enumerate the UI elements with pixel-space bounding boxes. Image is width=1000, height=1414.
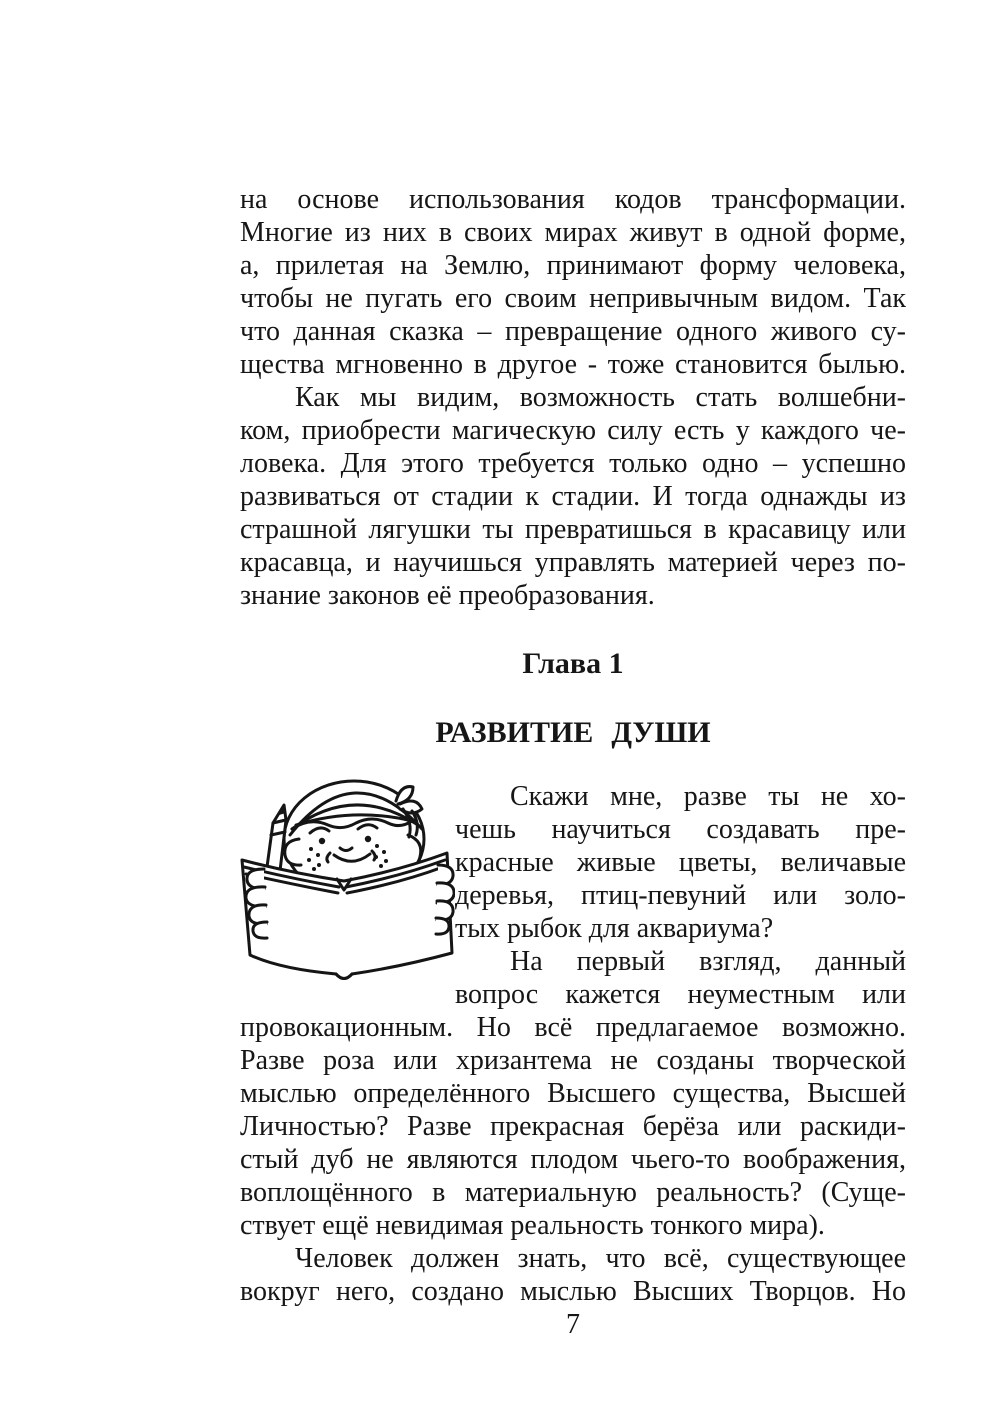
text-line: Скажи мне, разве ты не хо- <box>510 781 906 812</box>
text-line: красные живые цветы, величавые <box>455 847 906 878</box>
text-line: Личностью? Разве прекрасная берёза или раскиди- <box>240 1111 906 1142</box>
paragraph-becoming-wizard <box>240 381 906 612</box>
text-line: провокационным. Но всё предлагаемое возможно. <box>240 1012 906 1043</box>
text-line: Разве роза или хризантема не созданы творческой <box>240 1045 906 1076</box>
paragraph-first-glance-continued <box>240 1011 906 1242</box>
text-line: чешь научиться создавать пре- <box>455 814 906 845</box>
child-reading-book-illustration <box>240 777 455 982</box>
page-content <box>240 183 906 1341</box>
section-title: РАЗВИТИЕ ДУШИ <box>435 716 711 749</box>
wrapped-text-column <box>455 777 906 1011</box>
text-line: вопрос кажется неуместным или <box>455 979 906 1010</box>
text-line: Многие из них в своих мирах живут в одной форме, <box>240 217 906 248</box>
paragraph-create-beauty <box>455 780 906 945</box>
text-line: красавца, и научишься управлять материей через по- <box>240 547 906 578</box>
text-line: чтобы не пугать его своим непривычным видом. Так <box>240 283 906 314</box>
text-line: Человек должен знать, что всё, существующее <box>295 1243 906 1274</box>
text-line: знание законов её преобразования. <box>240 580 655 611</box>
paragraph-higher-creators <box>240 1242 906 1308</box>
text-line: развиваться от стадии к стадии. И тогда однажды из <box>240 481 906 512</box>
text-line: воплощённого в материальную реальность? (Суще- <box>240 1177 906 1208</box>
text-line: ствует ещё невидимая реальность тонкого мира). <box>240 1210 825 1241</box>
text-line: вокруг него, создано мыслью Высших Творцов. Но <box>240 1276 906 1307</box>
text-line: а, прилетая на Землю, принимают форму человека, <box>240 250 906 281</box>
pencil-body <box>267 820 286 871</box>
left-ear <box>285 839 301 865</box>
paragraph-transformation <box>240 183 906 381</box>
paragraph-first-glance-start <box>455 945 906 1011</box>
text-line: тых рыбок для аквариума? <box>455 913 774 944</box>
text-line: На первый взгляд, данный <box>510 946 906 977</box>
chapter-heading: Глава 1 <box>522 647 624 680</box>
text-line: Как мы видим, возможность стать волшебни- <box>295 382 906 413</box>
text-line: стый дуб не являются плодом чьего-то воображения, <box>240 1144 906 1175</box>
illustrated-section <box>240 777 906 1011</box>
text-line: мыслью определённого Высшего существа, Высшей <box>240 1078 906 1109</box>
text-line: щества мгновенно в другое - тоже становится былью. <box>240 349 906 380</box>
text-line: что данная сказка – превращение одного живого су- <box>240 316 906 347</box>
text-line: на основе использования кодов трансформации. <box>240 184 906 215</box>
text-line: страшной лягушки ты превратишься в красавицу или <box>240 514 906 545</box>
text-line: ловека. Для этого требуется только одно – успешно <box>240 448 906 479</box>
text-line: ком, приобрести магическую силу есть у каждого че- <box>240 415 906 446</box>
page-number: 7 <box>566 1309 580 1340</box>
text-line: деревья, птиц-певуний или золо- <box>455 880 906 911</box>
